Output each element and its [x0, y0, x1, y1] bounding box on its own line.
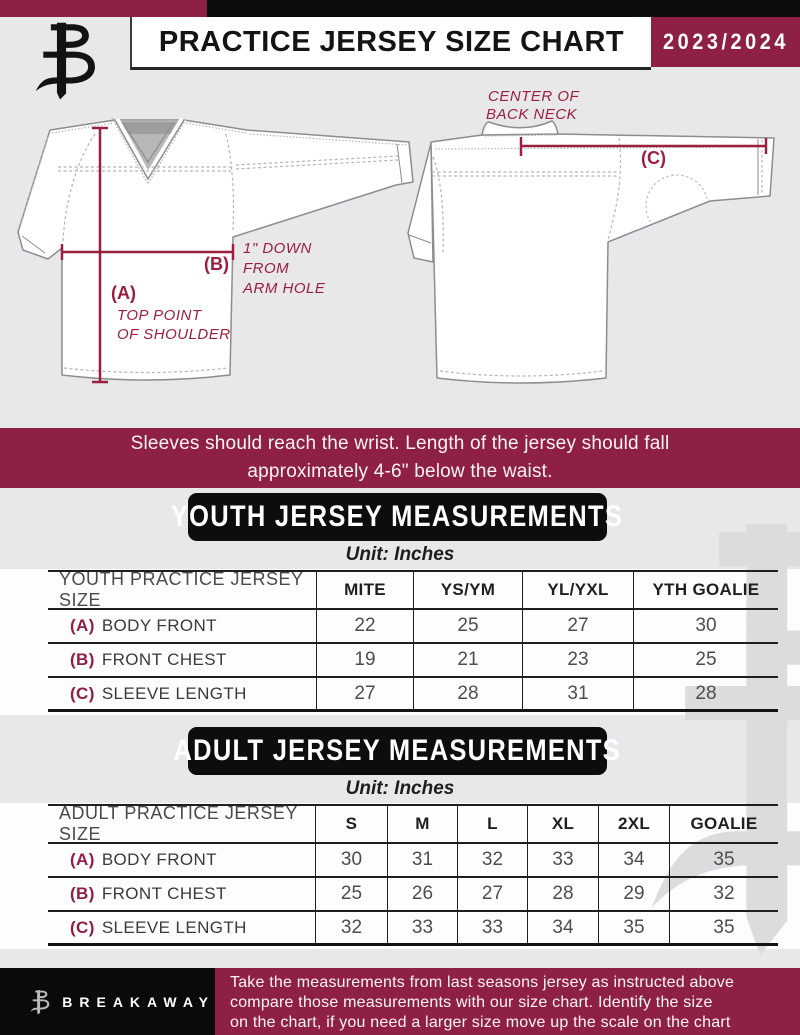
youth-size-table: [48, 570, 778, 712]
adult-unit-label: Unit: Inches: [345, 778, 455, 799]
column-header: L: [457, 806, 527, 844]
table-cell: 32: [457, 844, 527, 878]
table-cell: 27: [316, 678, 413, 712]
table-cell: 27: [457, 878, 527, 912]
youth-section-title: YOUTH JERSEY MEASUREMENTS: [171, 500, 624, 533]
label-a: (A): [111, 283, 136, 303]
breakaway-logo-icon: [22, 18, 98, 102]
table-cell: 32: [315, 912, 387, 946]
note-b-line2: FROM: [243, 260, 290, 277]
youth-unit-label: Unit: Inches: [345, 544, 455, 565]
breakaway-footer-logo-icon: [26, 985, 50, 1019]
table-cell: 35: [669, 912, 778, 946]
row-label: (C) SLEEVE LENGTH: [48, 912, 315, 946]
table-cell: 33: [527, 844, 598, 878]
table-cell: 33: [457, 912, 527, 946]
table-cell: 25: [633, 644, 778, 678]
note-c-line2: BACK NECK: [486, 106, 578, 123]
footer-note-line1: Take the measurements from last seasons jersey as instructed above: [230, 974, 735, 991]
page-title-bar: [130, 17, 651, 70]
note-c-line1: CENTER OF: [488, 88, 580, 105]
table-cell: 23: [522, 644, 633, 678]
table-cell: 21: [413, 644, 522, 678]
table-cell: 34: [598, 844, 669, 878]
table-cell: 19: [316, 644, 413, 678]
footer-instructions: [215, 968, 800, 1035]
column-header: YS/YM: [413, 572, 522, 610]
row-label: (C) SLEEVE LENGTH: [48, 678, 316, 712]
note-b-line1: 1" DOWN: [243, 240, 312, 257]
table-cell: 27: [522, 610, 633, 644]
note-a-line1: TOP POINT: [117, 307, 202, 324]
row-label: (A) BODY FRONT: [48, 844, 315, 878]
table-cell: 35: [598, 912, 669, 946]
adult-size-table: [48, 804, 778, 946]
top-strip-black: [207, 0, 800, 17]
label-c: (C): [641, 148, 666, 168]
table-cell: 22: [316, 610, 413, 644]
footer-note-line3: on the chart, if you need a larger size move up the scale on the chart: [230, 1014, 731, 1031]
top-accent-strip: [0, 0, 800, 17]
note-a-line2: OF SHOULDER: [117, 326, 231, 343]
back-jersey-diagram: [395, 85, 800, 425]
row-label: (A) BODY FRONT: [48, 610, 316, 644]
footer-note-line2: compare those measurements with our size chart. Identify the size: [230, 994, 713, 1011]
top-strip-maroon: [0, 0, 207, 17]
column-header: YTH GOALIE: [633, 572, 778, 610]
table-cell: 28: [633, 678, 778, 712]
note-b-line3: ARM HOLE: [243, 280, 326, 297]
table-cell: 32: [669, 878, 778, 912]
column-header: MITE: [316, 572, 413, 610]
column-header: M: [387, 806, 457, 844]
adult-section-header: [173, 727, 622, 775]
table-cell: 26: [387, 878, 457, 912]
table-cell: 25: [413, 610, 522, 644]
season-label: 2023/2024: [662, 29, 789, 54]
table-cell: 28: [413, 678, 522, 712]
notice-line-2: approximately 4-6" below the waist.: [247, 461, 553, 482]
column-header: GOALIE: [669, 806, 778, 844]
notice-line-1: Sleeves should reach the wrist. Length of the jersey should fall: [130, 433, 670, 454]
youth-section-header: [171, 493, 624, 541]
table-cell: 31: [387, 844, 457, 878]
table-cell: 31: [522, 678, 633, 712]
table-cell: 30: [633, 610, 778, 644]
column-header: 2XL: [598, 806, 669, 844]
front-jersey-diagram: [0, 92, 420, 424]
table-cell: 33: [387, 912, 457, 946]
table-cell: 29: [598, 878, 669, 912]
table-cell: 34: [527, 912, 598, 946]
brand-name: BREAKAWAY: [62, 993, 215, 1010]
label-b: (B): [204, 254, 229, 274]
table-cell: 28: [527, 878, 598, 912]
page-title: PRACTICE JERSEY SIZE CHART: [158, 25, 625, 58]
column-header: ADULT PRACTICE JERSEY SIZE: [48, 806, 315, 844]
adult-section-title: ADULT JERSEY MEASUREMENTS: [173, 734, 622, 767]
table-cell: 30: [315, 844, 387, 878]
back-jersey-outline: [431, 134, 774, 383]
fit-notice-banner: [0, 428, 800, 488]
footer-brand-block: [0, 968, 215, 1035]
column-header: S: [315, 806, 387, 844]
column-header: YL/YXL: [522, 572, 633, 610]
row-label: (B) FRONT CHEST: [48, 878, 315, 912]
season-badge: [651, 17, 800, 67]
column-header: YOUTH PRACTICE JERSEY SIZE: [48, 572, 316, 610]
back-left-sleeve: [408, 143, 433, 262]
table-cell: 25: [315, 878, 387, 912]
back-collar: [482, 121, 558, 135]
row-label: (B) FRONT CHEST: [48, 644, 316, 678]
table-cell: 35: [669, 844, 778, 878]
column-header: XL: [527, 806, 598, 844]
footer: [0, 968, 800, 1035]
